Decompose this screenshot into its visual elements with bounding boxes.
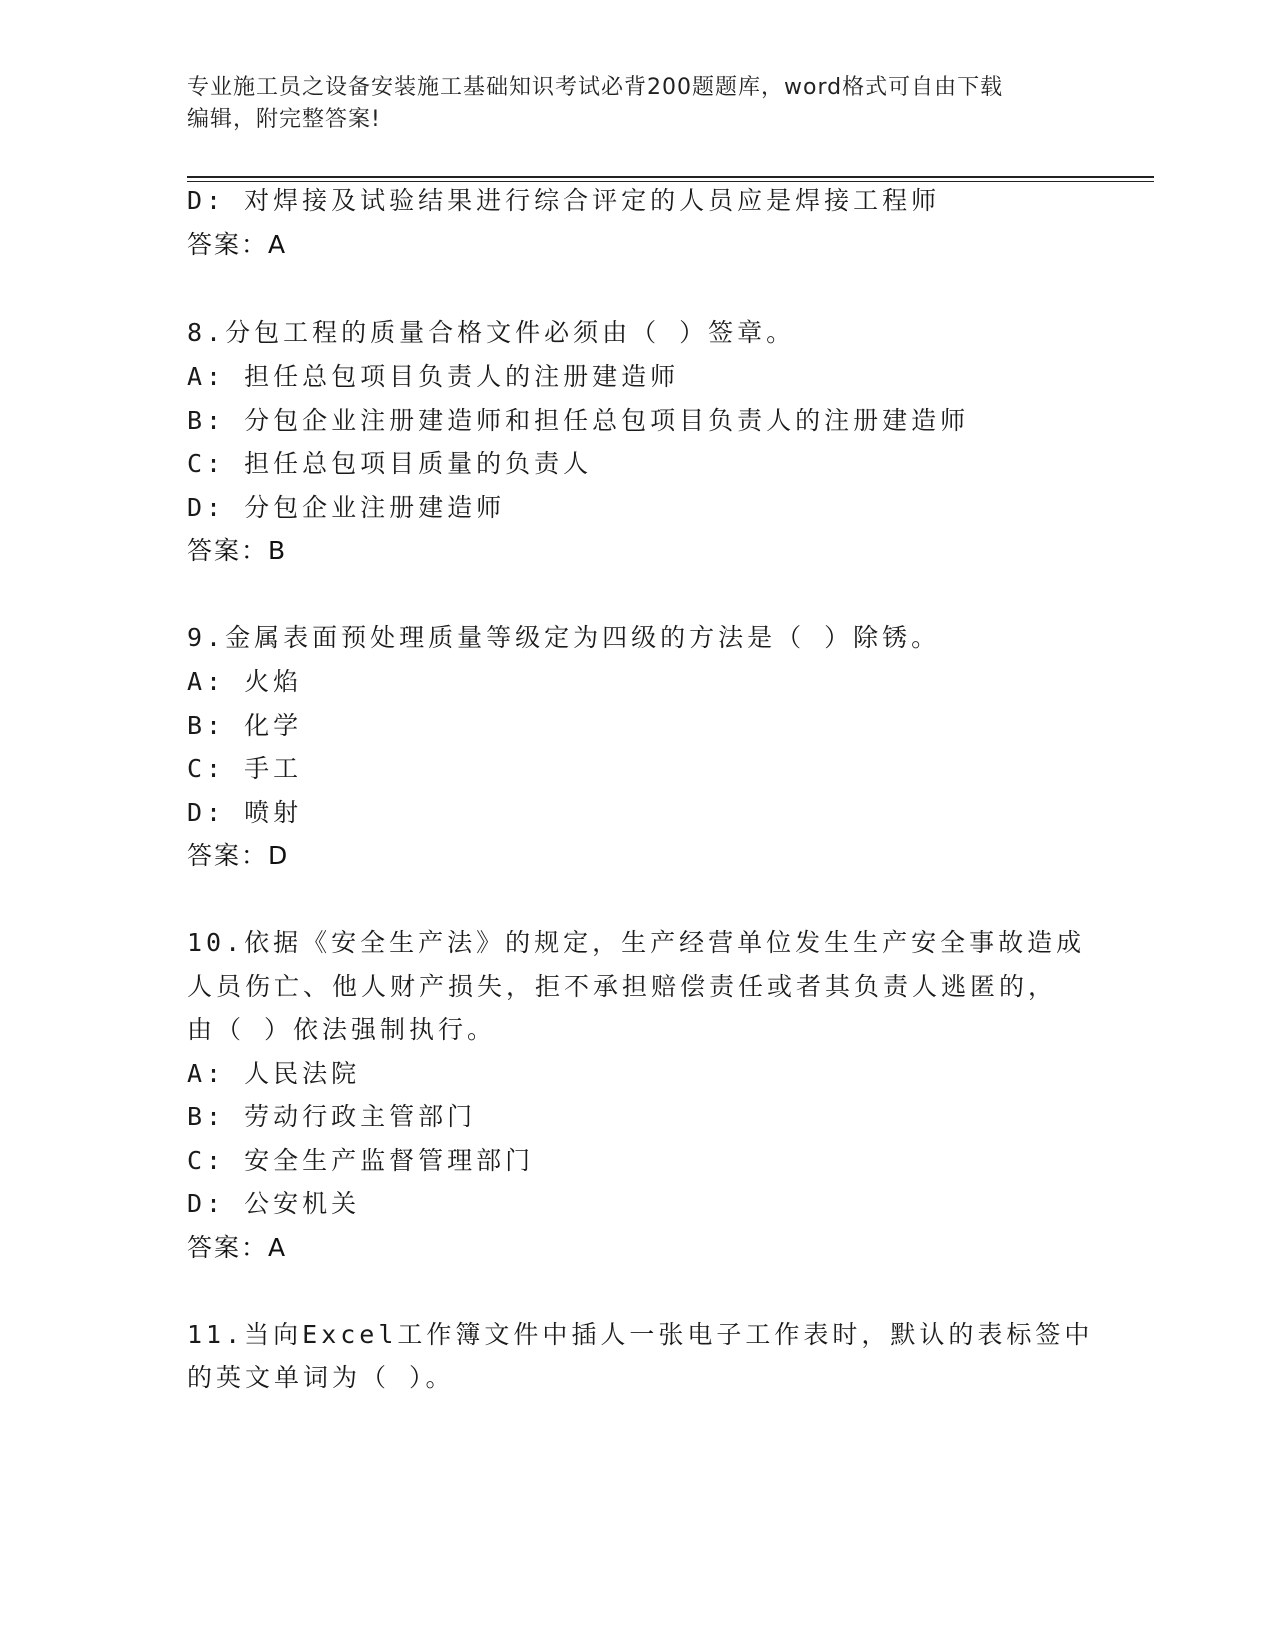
q10-stem-line-3: 由（ ）依法强制执行。 — [187, 1015, 497, 1044]
q9-answer: 答案：D — [187, 841, 290, 870]
q9-option-b: B: 化学 — [187, 711, 303, 740]
q9-option-a: A: 火焰 — [187, 667, 303, 696]
q10-answer: 答案：A — [187, 1233, 288, 1262]
header-divider-thin — [187, 181, 1154, 182]
q8-stem: 8.分包工程的质量合格文件必须由（ ）签章。 — [187, 318, 796, 347]
q10-stem-line-2: 人员伤亡、他人财产损失，拒不承担赔偿责任或者其负责人逃匿的， — [187, 972, 1058, 1001]
header-title-line-1: 专业施工员之设备安装施工基础知识考试必背200题题库，word格式可自由下载 — [187, 75, 1004, 100]
header-title-line-2: 编辑，附完整答案! — [187, 107, 381, 132]
q10-option-d: D: 公安机关 — [187, 1189, 361, 1218]
q10-stem-line-1: 10.依据《安全生产法》的规定，生产经营单位发生生产安全事故造成 — [187, 928, 1086, 957]
q11-stem-line-1: 11.当向Excel工作簿文件中插人一张电子工作表时，默认的表标签中 — [187, 1320, 1094, 1349]
q10-option-a: A: 人民法院 — [187, 1059, 361, 1088]
q8-option-d: D: 分包企业注册建造师 — [187, 493, 506, 522]
q9-option-d: D: 喷射 — [187, 798, 303, 827]
q9-option-c: C: 手工 — [187, 754, 303, 783]
page-header — [187, 72, 1067, 136]
q11-stem-line-2: 的英文单词为（ ）。 — [187, 1363, 455, 1392]
q8-option-b: B: 分包企业注册建造师和担任总包项目负责人的注册建造师 — [187, 406, 970, 435]
prev-question-option-d: D: 对焊接及试验结果进行综合评定的人员应是焊接工程师 — [187, 186, 941, 215]
q8-option-c: C: 担任总包项目质量的负责人 — [187, 449, 593, 478]
q8-option-a: A: 担任总包项目负责人的注册建造师 — [187, 362, 680, 391]
q10-option-b: B: 劳动行政主管部门 — [187, 1102, 477, 1131]
q10-option-c: C: 安全生产监督管理部门 — [187, 1146, 535, 1175]
prev-question-answer: 答案：A — [187, 230, 288, 259]
q8-answer: 答案：B — [187, 536, 288, 565]
header-divider-thick — [187, 176, 1154, 178]
q9-stem: 9.金属表面预处理质量等级定为四级的方法是（ ）除锈。 — [187, 623, 941, 652]
